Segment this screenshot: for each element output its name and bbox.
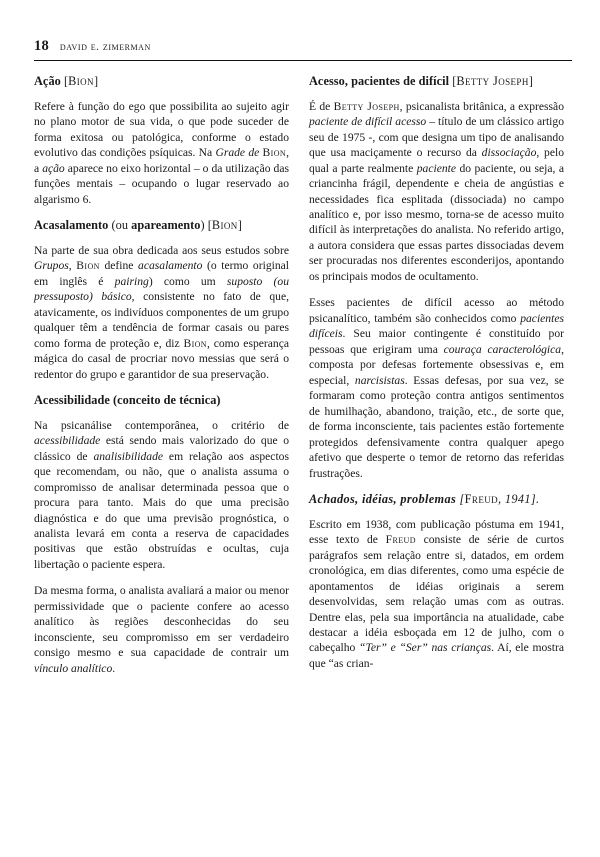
text-run: define — [99, 259, 139, 273]
entry-heading-acao-term: Ação — [34, 74, 61, 88]
entry-heading-acessibilidade: Acessibilidade (conceito de técnica) — [34, 392, 221, 407]
text-run: ) como um — [148, 274, 227, 288]
entry-body-acessibilidade-2 — [34, 583, 289, 676]
text-italic: “Ter” e “Ser” nas crianças — [359, 641, 492, 655]
entry-heading-achados-term: Achados, idéias, problemas — [309, 491, 457, 506]
entry-heading-acesso — [309, 74, 564, 90]
page-number: 18 — [34, 38, 49, 54]
bracket-open: [ — [60, 74, 69, 88]
entry-body-acesso-1 — [309, 99, 564, 285]
heading-conjunction: (ou — [108, 218, 132, 233]
attribution-betty-joseph: Betty Joseph — [456, 74, 529, 88]
bracket-open: [ — [449, 74, 457, 88]
attribution-freud: Freud — [464, 491, 499, 506]
entry-heading-achados — [309, 492, 564, 508]
attribution-bion: Bion — [68, 74, 94, 88]
header-rule — [34, 60, 572, 61]
text-italic: pairing — [114, 274, 149, 288]
entry-heading-acesso-term: Acesso, pacientes de difícil — [309, 74, 450, 88]
text-italic: analisibilidade — [93, 449, 164, 463]
entry-heading-acasalamento-term: Acasalamento — [34, 218, 109, 233]
entry-body-acasalamento — [34, 243, 289, 382]
text-italic: paciente — [416, 161, 457, 175]
text-smallcaps: Bion — [262, 146, 287, 160]
text-run: (o termo original em inglês é — [34, 259, 289, 288]
text-italic: couraça caracterológica — [443, 342, 562, 356]
text-run: , consistente no fato de que, atavicamente, os indivíduos componentes de um grupo qualquer têm a tendência de formar casais ou pares como forma de proteção e, diz — [34, 290, 290, 350]
text-italic: acessibilidade — [34, 434, 101, 448]
text-italic: vínculo analítico — [34, 661, 113, 675]
bracket-close: ] — [528, 74, 533, 88]
text-run: , pelo qual a parte realmente — [309, 146, 565, 175]
text-run: , a — [34, 146, 289, 175]
text-run: . Seu maior contingente é constituído por pessoas que erigiram uma — [309, 327, 564, 356]
text-italic: dissociação — [481, 146, 537, 160]
text-run: consiste de série de curtos parágrafos sem relação entre si, datados, em ordem cronológica, em dias diferentes, como uma espécie de apontamentos de idéias originais a serem desenvolvidas, sem relação umas com as outras. Dentre elas, pela sua importância na atualidade, cabe destacar a idéia esboçada em 12 de julho, com o cabeçalho — [309, 533, 564, 655]
text-run: É de — [309, 99, 334, 113]
text-italic: suposto (ou pressuposto) básico — [34, 274, 289, 304]
entry-heading-acasalamento — [34, 218, 289, 234]
text-run: em relação aos aspectos que recomendam, ou não, que o analista assuma o compromisso de analisar determinada pessoa que o procura para tanto. Mais do que uma precisão diagnóstica e do que uma previsão prognóstica, o analista levará em conta a reserva de capacidades positivas que estão obstruídas e ocultas, cuja libertação o paciente espera. — [34, 449, 289, 571]
text-smallcaps: Freud — [385, 533, 416, 547]
bracket-open: [ — [456, 491, 465, 506]
entry-heading-alt-term: apareamento — [131, 218, 201, 233]
text-run: . Aí, ele mostra que “as crian- — [309, 641, 564, 670]
text-run: está sendo mais valorizado do que o clássico de — [34, 434, 289, 463]
text-smallcaps: Betty Joseph — [333, 99, 400, 113]
text-run: Na parte de sua obra dedicada aos seus estudos sobre — [34, 243, 289, 257]
text-run: – título de um clássico artigo seu de 1975 -, com que designa um tipo de analisando que usa maciçamente o recurso da — [309, 115, 564, 160]
text-italic: paciente de difícil acesso — [309, 115, 427, 129]
bracket-open: ) [ — [200, 218, 212, 233]
text-run: Da mesma forma, o analista avaliará a maior ou menor permissividade que o paciente confere ao acesso analítico às regiões desconhecidas do seu inconsciente, seu compromisso em ser verdadeiro consigo mesmo e sua capacidade de contrair um — [34, 584, 289, 660]
text-run: Na psicanálise contemporânea, o critério de — [34, 418, 289, 432]
text-run: Escrito em 1938, com publicação póstuma em 1941, esse texto de — [309, 517, 564, 547]
attribution-bion: Bion — [211, 218, 238, 233]
text-run: , composta por defesas fortemente obsessivas e, em especial, — [309, 342, 564, 387]
running-head — [34, 38, 572, 56]
left-column — [34, 74, 289, 676]
text-italic: Grupos — [34, 259, 69, 273]
body-columns — [34, 74, 572, 676]
text-run: Esses pacientes de difícil acesso ao método psicanalítico, também são conhecidos como — [309, 296, 564, 325]
text-run: , como esperança mágica do casal de procriar novo messias que será o redentor do grupo e garantidor de sua preservação. — [34, 336, 289, 381]
text-smallcaps: Bion — [183, 336, 207, 350]
text-smallcaps: Bion — [76, 259, 100, 273]
bracket-close: ] — [93, 74, 99, 88]
text-run: . Essas defesas, por sua vez, se formaram como proteção contra antigos sentimentos de humilhação, abandono, traição, etc., de sorte que, de forma inconsciente, tais pacientes estão fortemente protegidos defensivamente contra qualquer apego afetivo que desperte o temor de retorno das referidas frustrações. — [309, 373, 564, 480]
text-italic: pacientes difíceis — [309, 311, 564, 341]
text-italic: narcisistas — [354, 373, 405, 387]
entry-body-acao — [34, 99, 289, 207]
entry-body-achados — [309, 517, 564, 672]
text-run: , psicanalista britânica, a expressão — [399, 99, 565, 113]
text-italic: ação — [42, 161, 65, 175]
text-run: do paciente, ou seja, a criancinha frágil, dependente e cheia de angústias e necessidades fica esplitada (dissociada) no campo analítico e, por isso mesmo, torna-se de acesso muito difícil às interpretações do analista. No referido artigo, a autora considera que essas partes dissociadas devem ser procuradas nos diferentes esconderijos, apontando os principais modos de ocultamento. — [309, 161, 564, 283]
right-column — [309, 74, 564, 676]
text-run: , — [68, 259, 77, 273]
attribution-year: , 1941]. — [498, 491, 540, 506]
text-run: Refere à função do ego que possibilita ao sujeito agir no plano motor de sua vida, o que pode suceder de forma exitosa ou patológica, conforme o estado evolutivo das condições psíquicas. Na — [34, 99, 289, 160]
text-run: . — [112, 661, 116, 675]
entry-body-acessibilidade-1 — [34, 418, 289, 573]
text-italic: Grade de — [215, 146, 263, 160]
entry-heading-acao — [34, 74, 289, 90]
running-head-author: david e. zimerman — [59, 41, 151, 53]
bracket-close: ] — [237, 218, 242, 233]
entry-body-acesso-2 — [309, 295, 564, 481]
text-run: aparece no eixo horizontal – o da utilização das funções mentais – ocupando o lugar reservado ao algarismo 6. — [34, 161, 289, 206]
text-italic: acasalamento — [138, 259, 203, 273]
